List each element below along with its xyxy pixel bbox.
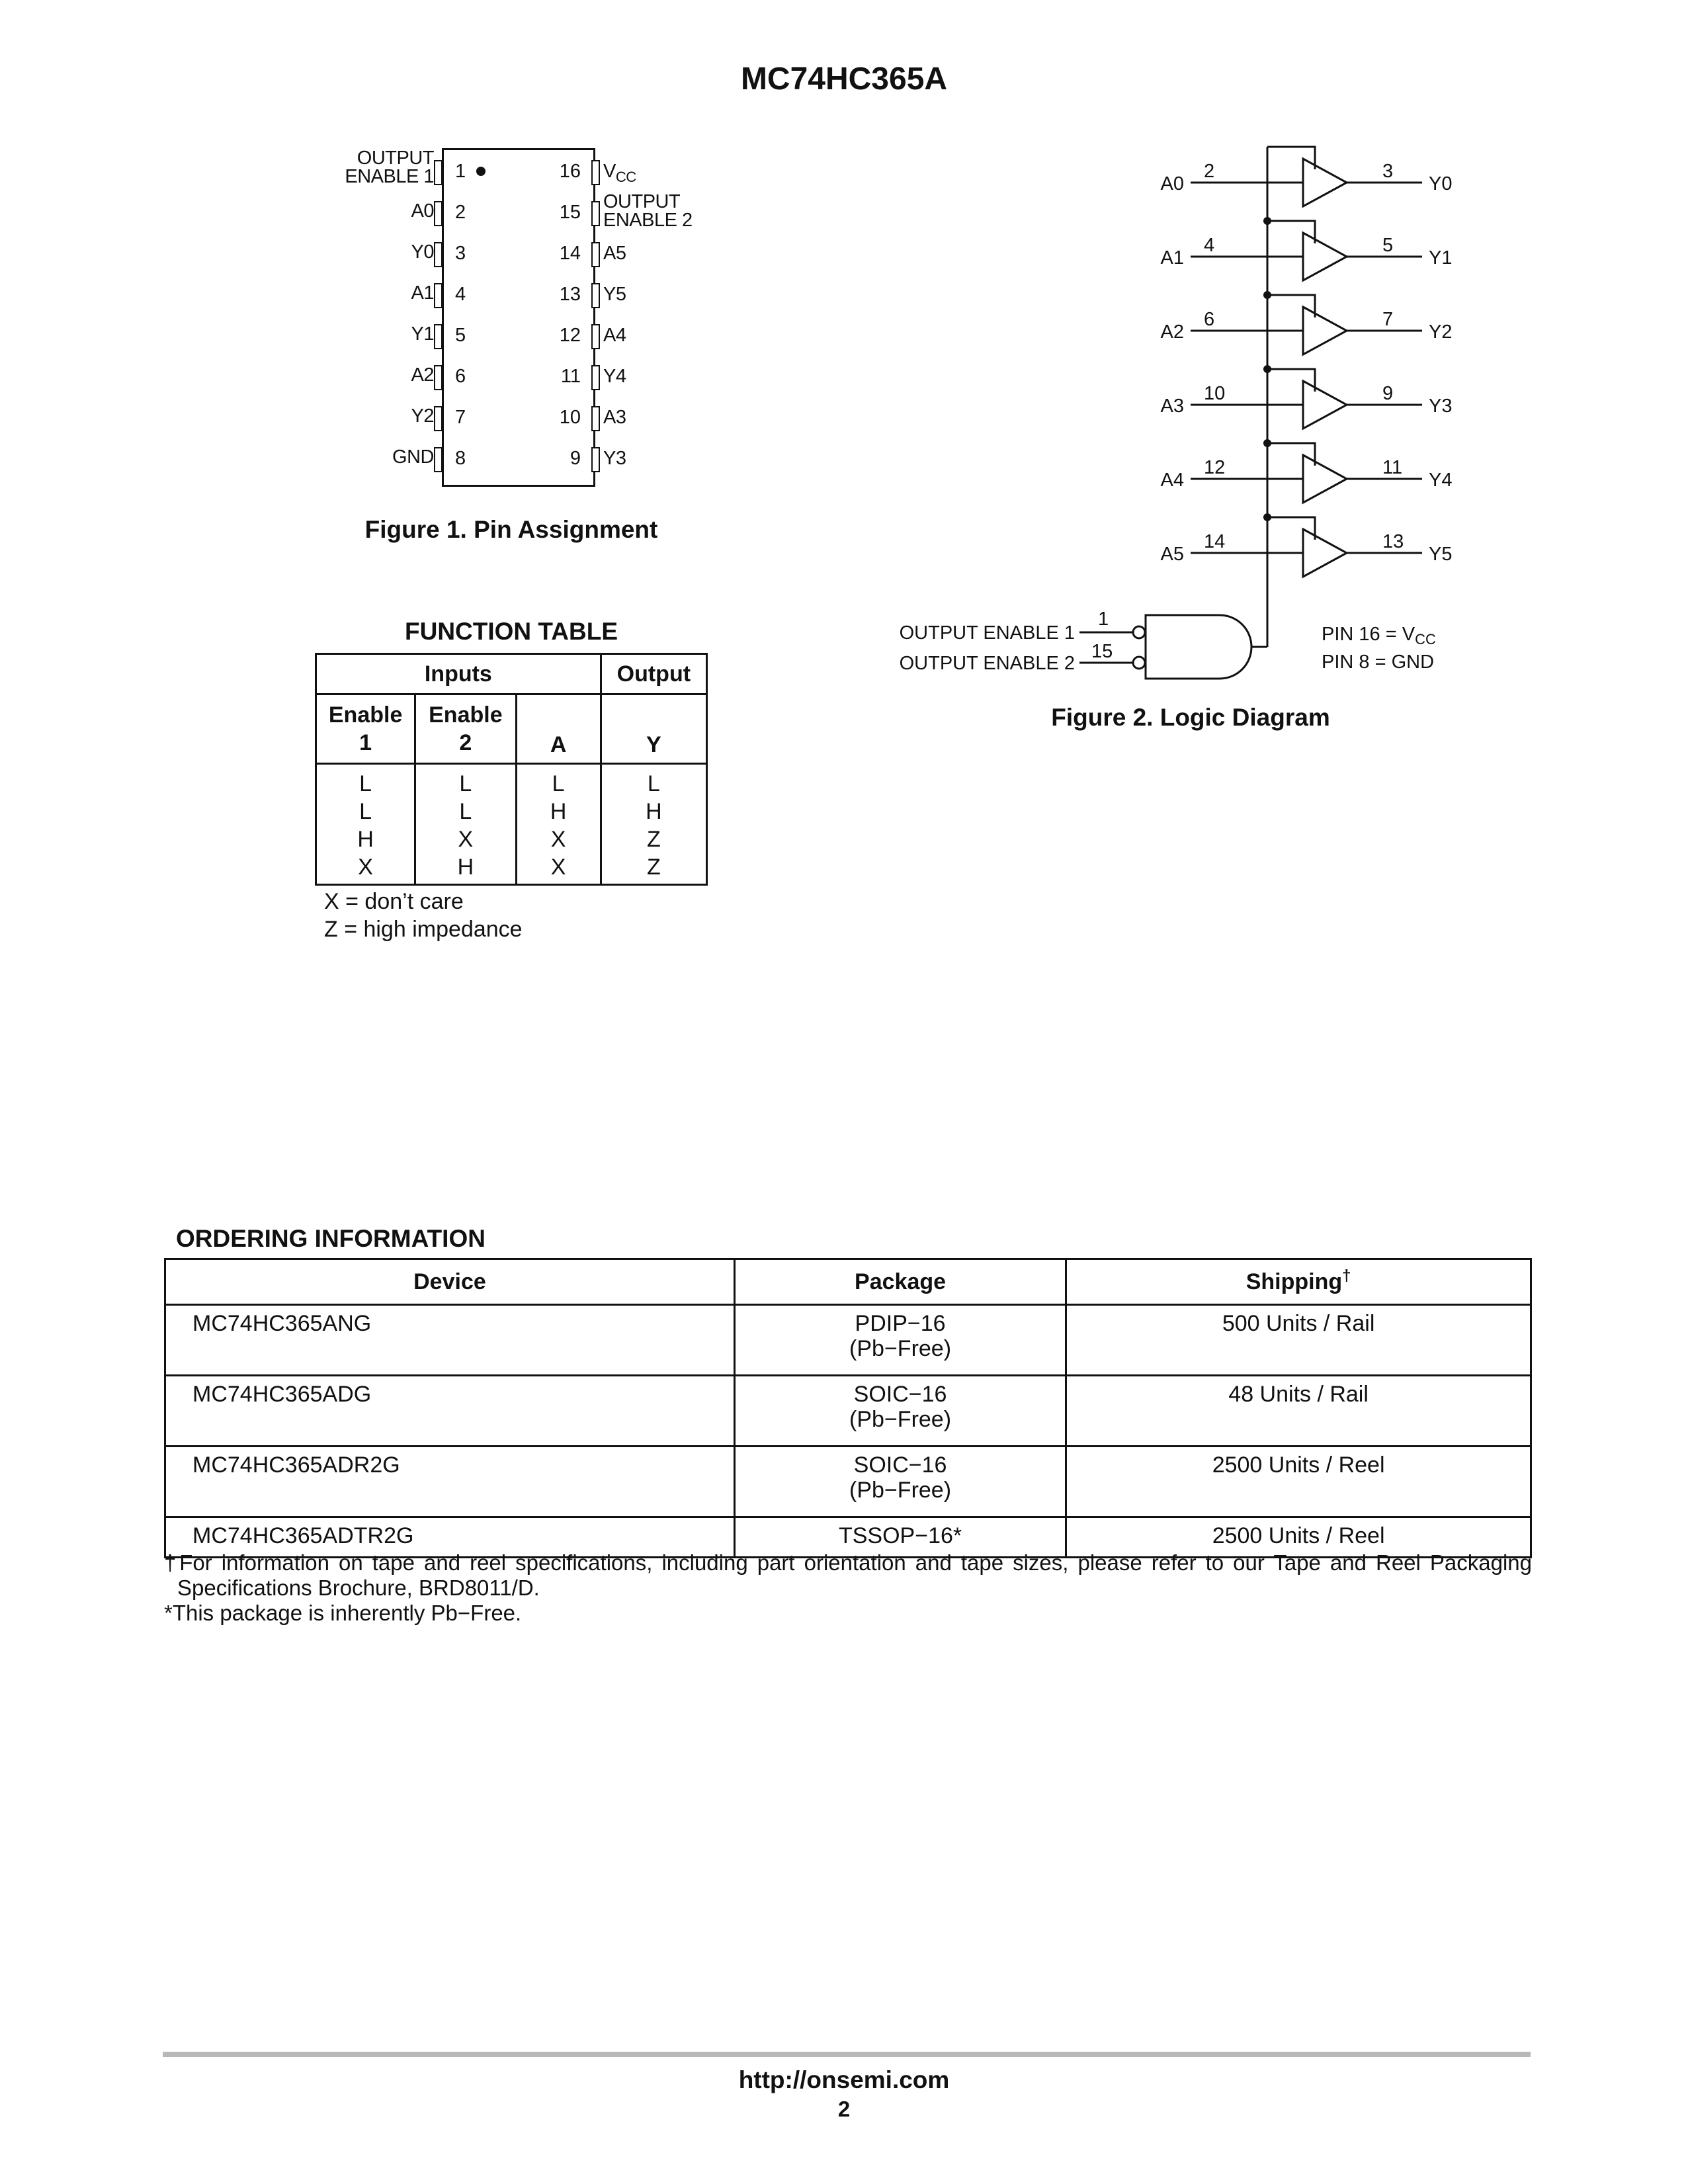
enable-2-pin: 15 [1091,641,1113,662]
chip-body [442,148,595,487]
output-pin-number: 7 [1382,309,1394,330]
output-pin-number: 3 [1382,161,1394,182]
pin-label-a5: A5 [603,243,626,264]
input-label: A2 [1160,321,1184,343]
page-title: MC74HC365A [740,62,948,97]
pin-number: 4 [455,284,466,305]
device-header: Device [165,1259,735,1305]
output-header: Output [601,654,706,694]
pin-stub [434,447,443,472]
ordering-header-row [165,1259,1531,1305]
y-values: L H Z Z [601,764,706,885]
output-pin-number: 5 [1382,235,1394,256]
input-pin-number: 2 [1204,161,1215,182]
pin-number: 15 [559,202,581,223]
ordering-title: ORDERING INFORMATION [176,1225,485,1252]
a-values: L H X X [516,764,601,885]
output-pin-number: 11 [1382,457,1403,478]
pin-label-y3: Y3 [603,448,626,469]
buffer-triangle [1303,159,1347,206]
package-cell: SOIC−16 (Pb−Free) [734,1376,1066,1447]
function-table-title: FUNCTION TABLE [405,618,618,645]
pin-label-output: OUTPUT [603,191,681,212]
shipping-cell: 2500 Units / Reel [1066,1447,1531,1517]
pin-number: 10 [559,407,581,428]
function-table-body [316,764,707,885]
output-label: Y1 [1429,247,1453,269]
footer-divider [163,2052,1531,2057]
input-pin-number: 12 [1204,457,1226,478]
pin1-dot-icon [476,167,485,176]
enable-2-label: OUTPUT ENABLE 2 [899,653,1075,674]
pin-stub [434,365,443,390]
enable-tap [1267,443,1315,466]
pin-number: 11 [560,366,581,387]
pin-stub [434,324,443,349]
pin-label-enable-1: ENABLE 1 [345,166,434,187]
package-header: Package [734,1259,1066,1305]
junction-dot [1263,217,1271,225]
buffer-triangle [1303,233,1347,280]
pin-number: 13 [559,284,581,305]
junction-dot [1263,365,1271,373]
table-row [165,1305,1531,1376]
pin-number: 9 [570,448,581,469]
col-enable-1: Enable 1 [316,694,415,764]
inversion-bubble-2 [1133,657,1145,669]
pin-label-y2: Y2 [411,405,434,427]
pin-stub [591,201,600,226]
figure-1-caption: Figure 1. Pin Assignment [364,516,658,543]
output-label: Y0 [1429,173,1453,194]
pin-number: 1 [455,161,466,182]
function-table [315,653,708,886]
footnote-tape-reel: †For information on tape and reel specifications, including part orientation and tape sizes, please refer to our Tape and Reel Packaging [164,1550,1532,1575]
pin-stub [434,201,443,226]
pin-stub [434,242,443,267]
pin-label-y0: Y0 [411,241,434,263]
pin-number: 8 [455,448,466,469]
pin-stub [591,160,600,185]
buffer-triangle [1303,381,1347,429]
logic-diagram [880,132,1488,694]
footnote-tape-reel-cont: Specifications Brochure, BRD8011/D. [177,1575,540,1600]
note-high-impedance: Z = high impedance [324,917,523,942]
pin-number: 3 [455,243,466,264]
enable-1-pin: 1 [1098,609,1109,630]
gate-body [1146,615,1251,679]
input-label: A0 [1160,173,1184,194]
pin-stub [434,283,443,308]
pin-label-enable-2: ENABLE 2 [603,210,693,231]
output-label: Y4 [1429,470,1453,491]
package-cell: TSSOP−16* [734,1517,1066,1558]
pin-label-y5: Y5 [603,284,626,305]
enable-tap [1267,369,1315,392]
input-label: A3 [1160,396,1184,417]
function-table-column-header [316,694,707,764]
output-label: Y2 [1429,321,1453,343]
pin-number: 16 [559,161,581,182]
shipping-cell: 500 Units / Rail [1066,1305,1531,1376]
buffer-triangle [1303,307,1347,355]
pin-stub [591,406,600,431]
pin-label-y1: Y1 [411,323,434,345]
col-a: A [516,694,601,764]
pin-stub [591,324,600,349]
device-cell: MC74HC365ADTR2G [165,1517,735,1558]
input-pin-number: 14 [1204,531,1226,552]
pin-label-a0: A0 [411,200,434,222]
junction-dot [1263,439,1271,447]
table-row [165,1376,1531,1447]
pin-stub [591,447,600,472]
pin-label-a2: A2 [411,364,434,386]
pin-number: 7 [455,407,466,428]
col-enable-2: Enable 2 [415,694,516,764]
note-dont-care: X = don’t care [324,889,464,914]
junction-dot [1263,291,1271,299]
pin-number: 5 [455,325,466,346]
inputs-header: Inputs [316,654,601,694]
pin-label-a1: A1 [411,282,434,304]
enable-1-label: OUTPUT ENABLE 1 [899,622,1075,644]
ordering-table [164,1258,1532,1558]
pin-number: 12 [559,325,581,346]
shipping-header: Shipping† [1066,1259,1531,1305]
enable-tap [1267,147,1315,169]
pin-stub [591,365,600,390]
pin-label-y4: Y4 [603,366,626,387]
output-label: Y5 [1429,544,1453,565]
device-cell: MC74HC365ANG [165,1305,735,1376]
pin-assignment-figure [317,132,728,516]
footnote-pb-free: *This package is inherently Pb−Free. [164,1601,522,1625]
pin-label-a4: A4 [603,325,626,346]
pin-label-gnd: GND [392,446,434,468]
pin-stub [434,160,443,185]
function-table-group-header [316,654,707,694]
pin-stub [434,406,443,431]
output-pin-number: 9 [1382,383,1394,404]
pin-label-a3: A3 [603,407,626,428]
enable-tap [1267,517,1315,540]
power-note-gnd: PIN 8 = GND [1322,651,1435,673]
figure-2-caption: Figure 2. Logic Diagram [1051,704,1330,731]
enable-tap [1267,295,1315,317]
package-cell: PDIP−16 (Pb−Free) [734,1305,1066,1376]
pin-stub [591,242,600,267]
inversion-bubble-1 [1133,626,1145,638]
pin-label-output: OUTPUT [357,147,434,169]
table-row [165,1447,1531,1517]
col-y: Y [601,694,706,764]
input-label: A1 [1160,247,1184,269]
pin-number: 14 [559,243,581,264]
device-cell: MC74HC365ADR2G [165,1447,735,1517]
input-pin-number: 4 [1204,235,1215,256]
device-cell: MC74HC365ADG [165,1376,735,1447]
pin-number: 6 [455,366,466,387]
input-label: A4 [1160,470,1184,491]
input-pin-number: 6 [1204,309,1215,330]
pin-number: 2 [455,202,466,223]
output-pin-number: 13 [1382,531,1404,552]
enable-tap [1267,221,1315,243]
pin-label-vcc: $V_{CC}$ [603,161,636,185]
pin-stub [591,283,600,308]
buffer-triangle [1303,455,1347,503]
input-pin-number: 10 [1204,383,1226,404]
junction-dot [1263,513,1271,521]
power-note-vcc: PIN $16 = V_{CC}$ [1322,624,1436,648]
input-label: A5 [1160,544,1184,565]
output-label: Y3 [1429,396,1453,417]
shipping-cell: 48 Units / Rail [1066,1376,1531,1447]
enable-2-values: L L X H [415,764,516,885]
page-number: 2 [837,2097,851,2121]
buffer-triangle [1303,529,1347,577]
enable-1-values: L L H X [316,764,415,885]
shipping-cell: 2500 Units / Reel [1066,1517,1531,1558]
package-cell: SOIC−16 (Pb−Free) [734,1447,1066,1517]
footer-url[interactable]: http://onsemi.com [738,2066,950,2093]
